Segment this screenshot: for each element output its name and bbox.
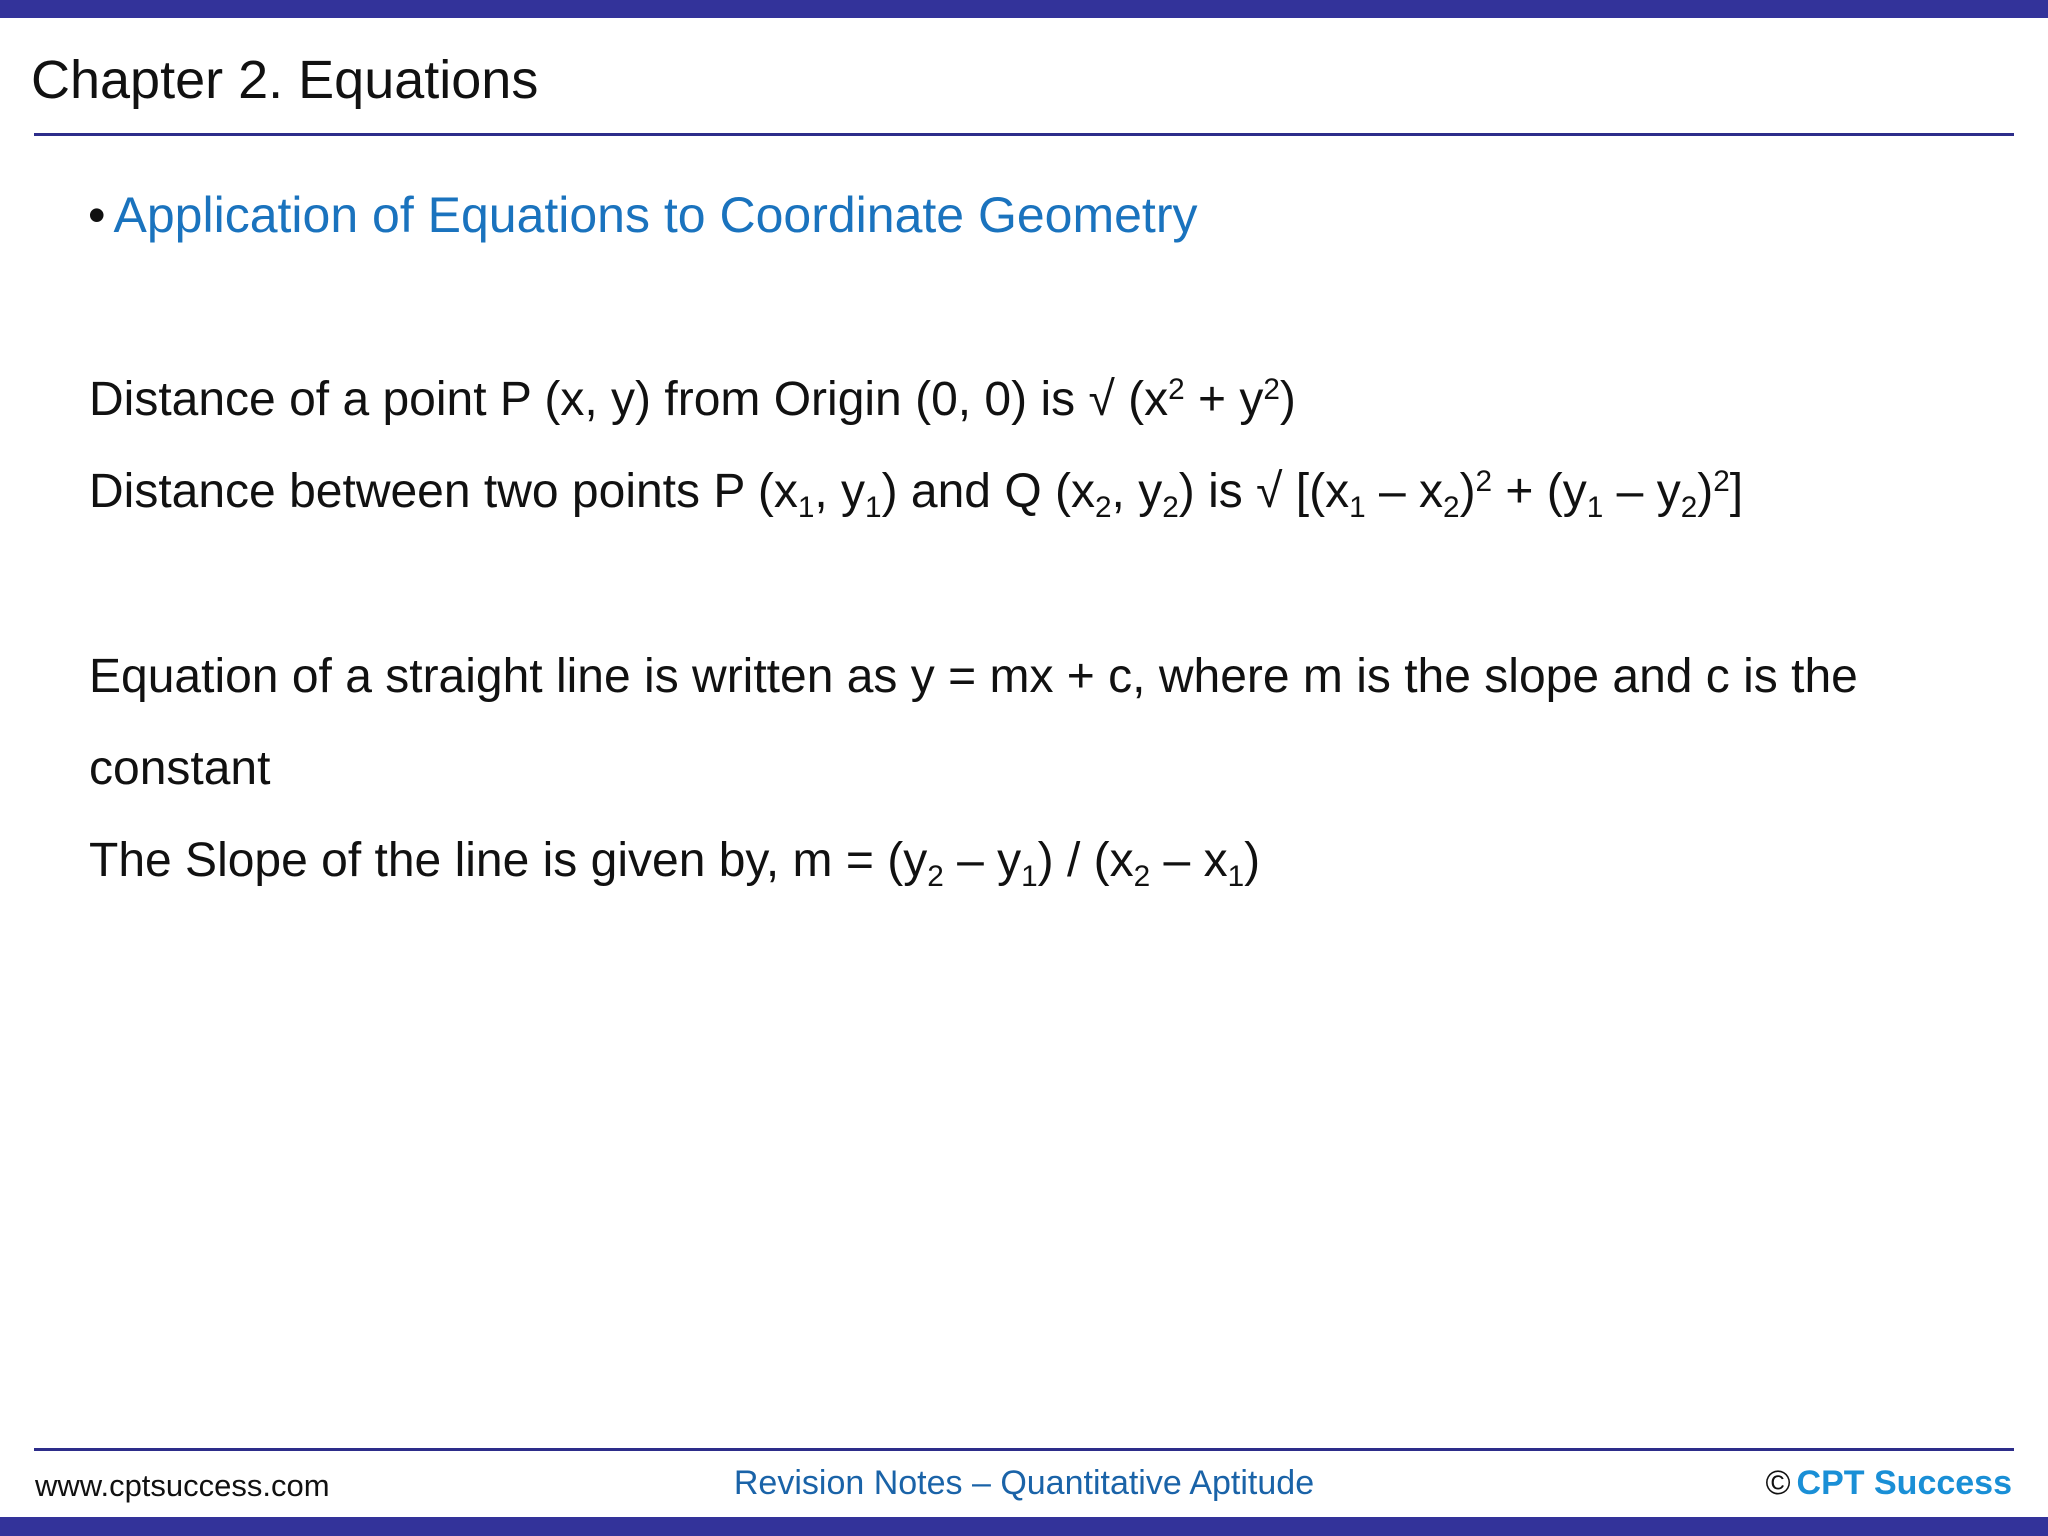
bullet-dot: • [88, 187, 106, 243]
header-divider [34, 133, 2014, 136]
footer-website: www.cptsuccess.com [35, 1468, 330, 1503]
footer-divider [34, 1448, 2014, 1451]
chapter-title: Chapter 2. Equations [31, 50, 539, 110]
top-color-band [0, 0, 2048, 18]
copyright-icon: © [1765, 1464, 1791, 1502]
section-heading: Application of Equations to Coordinate Geometry [113, 187, 1198, 243]
distance-from-origin-formula: Distance of a point P (x, y) from Origin (0, 0) is √ $(x^2 + y^2)$ [89, 372, 1296, 426]
section-bullet-item [88, 183, 1197, 247]
footer-brand [1765, 1463, 2012, 1503]
straight-line-equation-text: Equation of a straight line is written as y = mx + c, where m is the slope and c is the [89, 650, 1858, 703]
straight-line-equation-text-continued: constant [89, 742, 271, 795]
distance-between-points-formula: Distance between two points P ($x_1$, $y_1$) and Q ($x_2$, $y_2$) is √ $[(x_1 - x_2)^2 + (y_1 - y_2)^2]$ [89, 464, 1744, 524]
footer-title: Revision Notes – Quantitative Aptitude [733, 1464, 1315, 1502]
slope-formula: The Slope of the line is given by, $m = (y_2 - y_1) / (x_2 - x_1)$ [89, 834, 1261, 893]
bottom-color-band [0, 1517, 2048, 1536]
brand-name: CPT Success [1796, 1464, 2012, 1502]
